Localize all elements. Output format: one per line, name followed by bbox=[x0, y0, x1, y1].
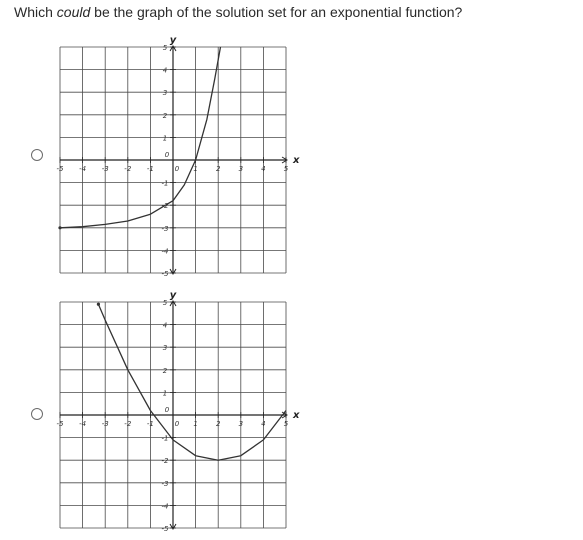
y-tick-label: -5 bbox=[161, 270, 169, 278]
option-graph-1 bbox=[55, 35, 300, 278]
x-tick-label: 2 bbox=[215, 165, 221, 173]
x-tick-label: 4 bbox=[261, 420, 266, 428]
y-tick-label: 2 bbox=[162, 366, 168, 375]
x-axis-label: x bbox=[293, 410, 300, 421]
question-text bbox=[14, 3, 462, 21]
y-tick-label: 0 bbox=[164, 406, 170, 414]
x-tick-label: 2 bbox=[215, 420, 221, 428]
y-tick-label: 1 bbox=[162, 389, 168, 398]
x-tick-label: 3 bbox=[238, 165, 244, 173]
x-tick-label: -3 bbox=[101, 165, 109, 173]
x-tick-label: -4 bbox=[79, 165, 87, 173]
series-endpoint bbox=[58, 226, 61, 229]
x-tick-label: -2 bbox=[124, 420, 132, 428]
series-line bbox=[98, 304, 286, 460]
question-prefix: Which bbox=[14, 4, 57, 20]
y-tick-label: 1 bbox=[162, 134, 168, 143]
x-tick-label: 5 bbox=[283, 420, 289, 428]
y-tick-label: -4 bbox=[161, 247, 169, 256]
y-tick-label: 5 bbox=[162, 44, 168, 52]
x-tick-label: 1 bbox=[193, 420, 198, 428]
x-tick-label: -5 bbox=[56, 420, 64, 428]
x-tick-label: 5 bbox=[283, 165, 289, 173]
x-tick-label: -4 bbox=[79, 420, 87, 428]
x-tick-label: -1 bbox=[146, 165, 154, 173]
y-tick-label: 0 bbox=[164, 151, 170, 159]
x-tick-label: -1 bbox=[146, 420, 154, 428]
y-axis-label: y bbox=[169, 35, 177, 46]
y-tick-label: 3 bbox=[162, 344, 168, 353]
y-tick-label: 3 bbox=[162, 89, 168, 98]
y-tick-label: -3 bbox=[161, 224, 169, 233]
y-tick-label: -5 bbox=[161, 525, 169, 533]
y-tick-label: -3 bbox=[161, 479, 169, 488]
y-axis-label: y bbox=[169, 290, 177, 301]
question-suffix: be the graph of the solution set for an exponential function? bbox=[90, 4, 463, 20]
x-tick-label: 3 bbox=[238, 420, 244, 428]
x-tick-label: -3 bbox=[101, 420, 109, 428]
x-tick-label: 0 bbox=[174, 420, 180, 428]
y-tick-label: 2 bbox=[162, 111, 168, 120]
y-tick-label: -1 bbox=[161, 179, 169, 188]
series-endpoint bbox=[97, 303, 100, 306]
x-tick-label: -2 bbox=[124, 165, 132, 173]
x-tick-label: -5 bbox=[56, 165, 64, 173]
x-tick-label: 4 bbox=[261, 165, 266, 173]
y-tick-label: 4 bbox=[162, 321, 168, 330]
y-tick-label: -1 bbox=[161, 434, 169, 443]
y-tick-label: -2 bbox=[161, 457, 169, 466]
question-emphasis: could bbox=[56, 4, 91, 20]
x-tick-label: 1 bbox=[193, 165, 198, 173]
x-tick-label: 0 bbox=[174, 165, 180, 173]
option-graph-2 bbox=[55, 290, 300, 536]
option-radio-2[interactable] bbox=[31, 408, 43, 420]
y-tick-label: 5 bbox=[162, 299, 168, 307]
option-radio-1[interactable] bbox=[31, 149, 43, 161]
y-tick-label: -2 bbox=[161, 202, 169, 211]
y-tick-label: 4 bbox=[162, 66, 168, 75]
x-axis-label: x bbox=[293, 155, 300, 166]
y-tick-label: -4 bbox=[161, 502, 169, 511]
